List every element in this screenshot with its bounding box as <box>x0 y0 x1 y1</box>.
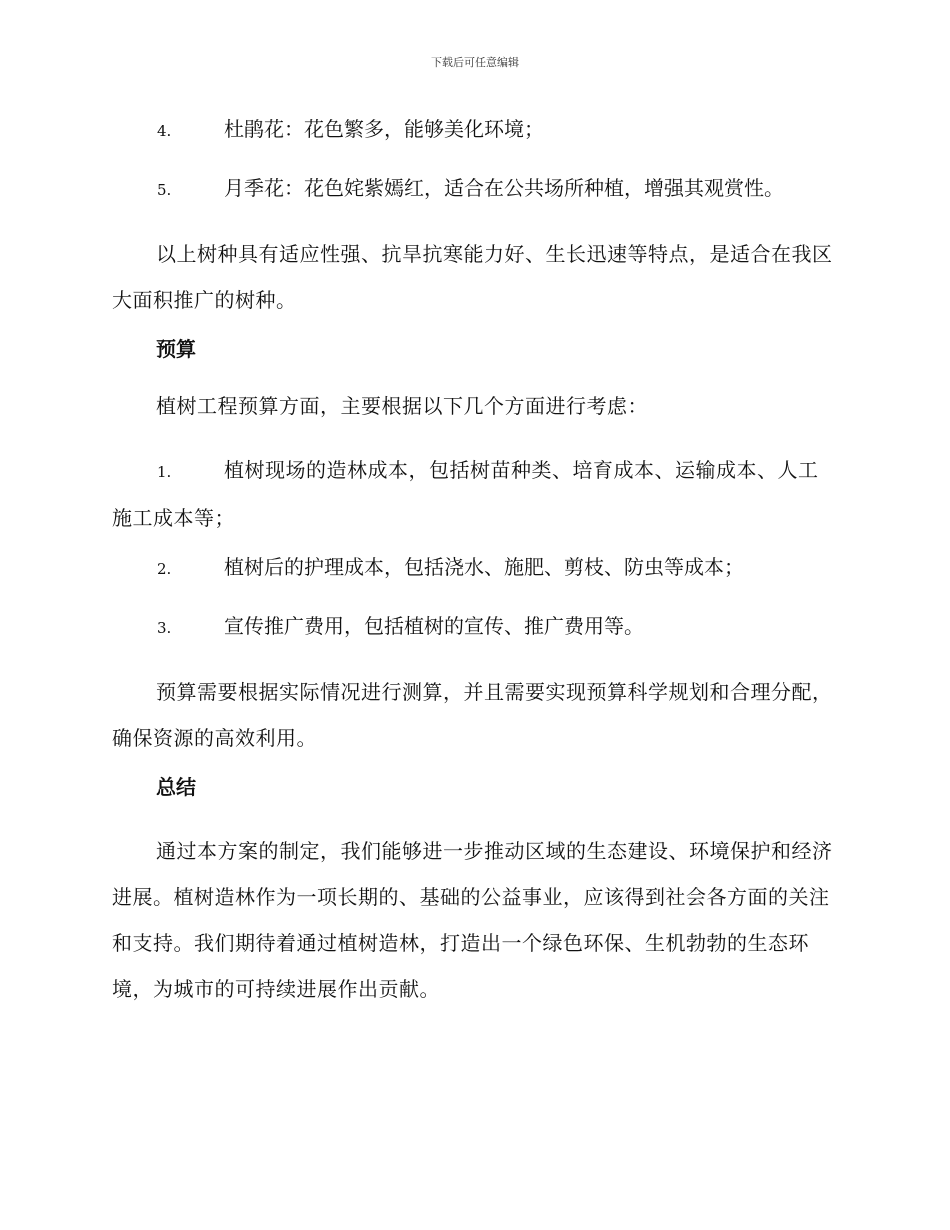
list-item <box>112 113 834 147</box>
list-item <box>112 610 834 644</box>
list-item <box>112 447 834 541</box>
list-number: 5. <box>157 181 172 199</box>
budget-heading: 预算 <box>156 337 196 361</box>
conclusion-paragraph: 通过本方案的制定，我们能够进一步推动区域的生态建设、环境保护和经济进展。植树造林作为一项长期的、基础的公益事业，应该得到社会各方面的关注和支持。我们期待着通过植树造林，打造出一个绿色环保、生机勃勃的生态环境，为城市的可持续进展作出贡献。 <box>112 839 833 1001</box>
list-text: 杜鹃花：花色繁多，能够美化环境； <box>224 117 544 141</box>
document-body <box>112 113 834 1022</box>
list-text: 植树现场的造林成本，包括树苗种类、培育成本、运输成本、人工施工成本等； <box>112 458 819 530</box>
budget-closing-paragraph: 预算需要根据实际情况进行测算，并且需要实现预算科学规划和合理分配，确保资源的高效利用。 <box>112 680 833 750</box>
list-text: 植树后的护理成本，包括浇水、施肥、剪枝、防虫等成本； <box>224 555 744 579</box>
trees-summary-paragraph: 以上树种具有适应性强、抗旱抗寒能力好、生长迅速等特点，是适合在我区大面积推广的树种。 <box>112 242 833 312</box>
page-header-note: 下载后可任意编辑 <box>431 56 519 69</box>
list-number: 4. <box>157 122 172 140</box>
conclusion-heading: 总结 <box>156 775 196 799</box>
list-text: 月季花：花色姹紫嫣红，适合在公共场所种植，增强其观赏性。 <box>224 176 784 200</box>
list-number: 3. <box>157 619 172 637</box>
list-number: 1. <box>157 463 172 481</box>
list-text: 宣传推广费用，包括植树的宣传、推广费用等。 <box>224 614 644 638</box>
list-number: 2. <box>157 560 172 578</box>
list-item <box>112 551 834 585</box>
budget-intro-paragraph: 植树工程预算方面，主要根据以下几个方面进行考虑： <box>156 394 648 418</box>
list-item <box>112 172 834 206</box>
